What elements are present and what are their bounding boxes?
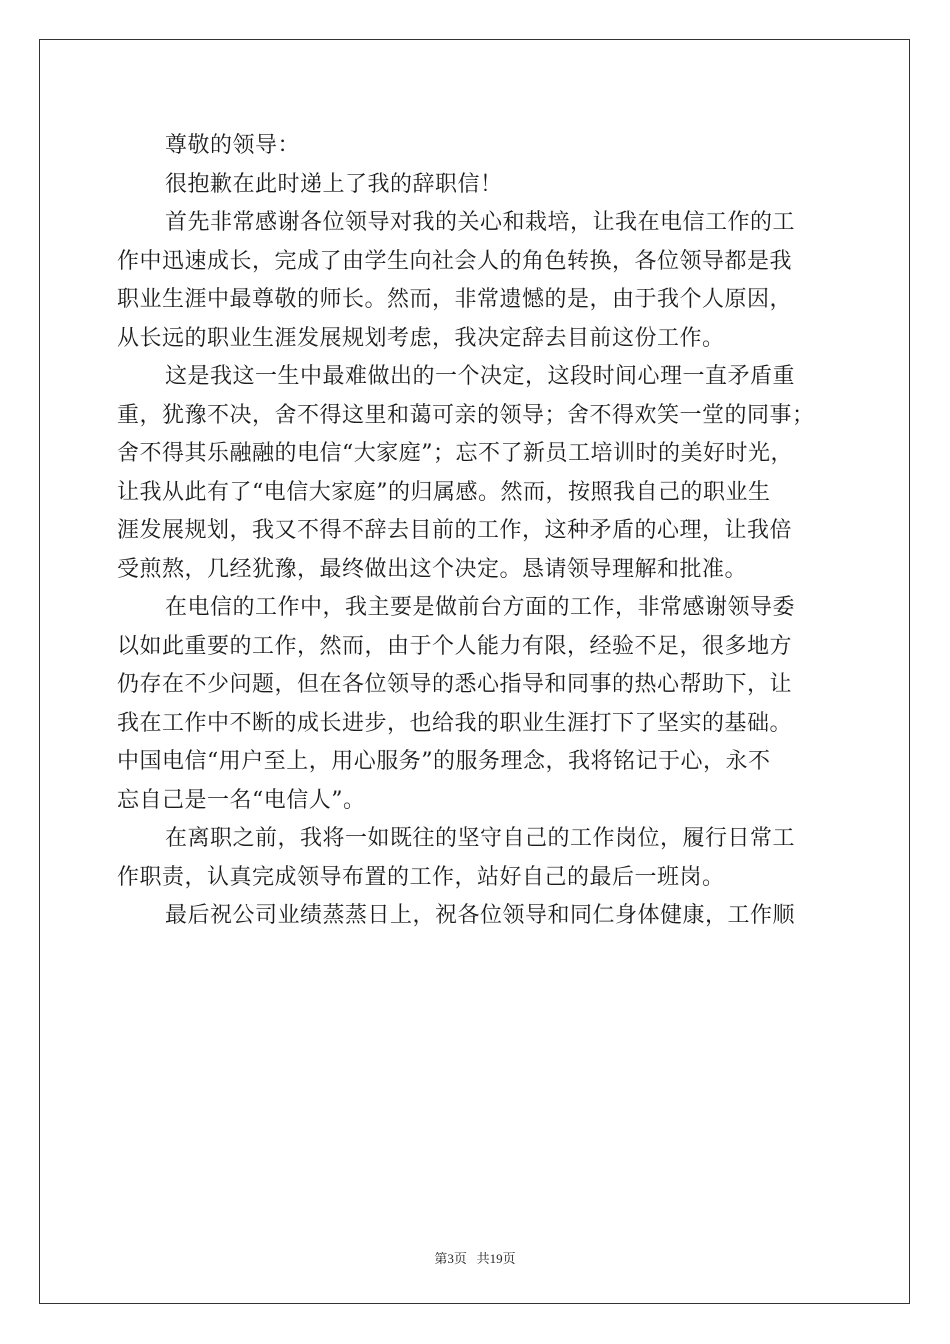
text-line: 受煎熬，几经犹豫，最终做出这个决定。恳请领导理解和批准。 [117, 556, 748, 582]
text-line: 职业生涯中最尊敬的师长。然而，非常遗憾的是，由于我个人原因， [117, 287, 793, 312]
text-line: 我在工作中不断的成长进步，也给我的职业生涯打下了坚实的基础。 [117, 710, 793, 736]
text-line: 从长远的职业生涯发展规划考虑，我决定辞去目前这份工作。 [117, 325, 725, 351]
text-line: 尊敬的领导： [165, 133, 301, 158]
page-footer [0, 1248, 950, 1267]
text-line: 在离职之前，我将一如既往的坚守自己的工作岗位，履行日常工 [165, 826, 796, 851]
text-line: 以如此重要的工作，然而，由于个人能力有限，经验不足，很多地方 [117, 633, 793, 659]
text-line: 忘自己是一名“电信人”。 [117, 787, 366, 813]
text-line: 作中迅速成长，完成了由学生向社会人的角色转换，各位领导都是我 [117, 248, 793, 274]
letter-body [117, 127, 837, 936]
text-line: 让我从此有了“电信大家庭”的归属感。然而，按照我自己的职业生 [117, 479, 771, 505]
text-line: 作职责，认真完成领导布置的工作，站好自己的最后一班岗。 [117, 864, 725, 890]
text-line: 重，犹豫不决，舍不得这里和蔼可亲的领导；舍不得欢笑一堂的同事； [117, 402, 815, 428]
text-line: 很抱歉在此时递上了我的辞职信！ [165, 171, 503, 197]
text-line: 这是我这一生中最难做出的一个决定，这段时间心理一直矛盾重 [165, 364, 796, 389]
text-line: 在电信的工作中，我主要是做前台方面的工作，非常感谢领导委 [165, 595, 796, 620]
text-line: 首先非常感谢各位领导对我的关心和栽培，让我在电信工作的工 [165, 210, 796, 235]
text-line: 涯发展规划，我又不得不辞去目前的工作，这种矛盾的心理，让我倍 [117, 518, 793, 543]
text-line: 舍不得其乐融融的电信“大家庭”；忘不了新员工培训时的美好时光， [117, 441, 793, 466]
page-total: 共19页 [476, 1251, 516, 1266]
text-line: 最后祝公司业绩蒸蒸日上，祝各位领导和同仁身体健康，工作顺 [165, 903, 796, 928]
text-line: 仍存在不少问题，但在各位领导的悉心指导和同事的热心帮助下，让 [117, 672, 793, 697]
text-line: 中国电信“用户至上，用心服务”的服务理念，我将铭记于心，永不 [117, 749, 771, 774]
page-number: 第3页 [434, 1251, 467, 1266]
